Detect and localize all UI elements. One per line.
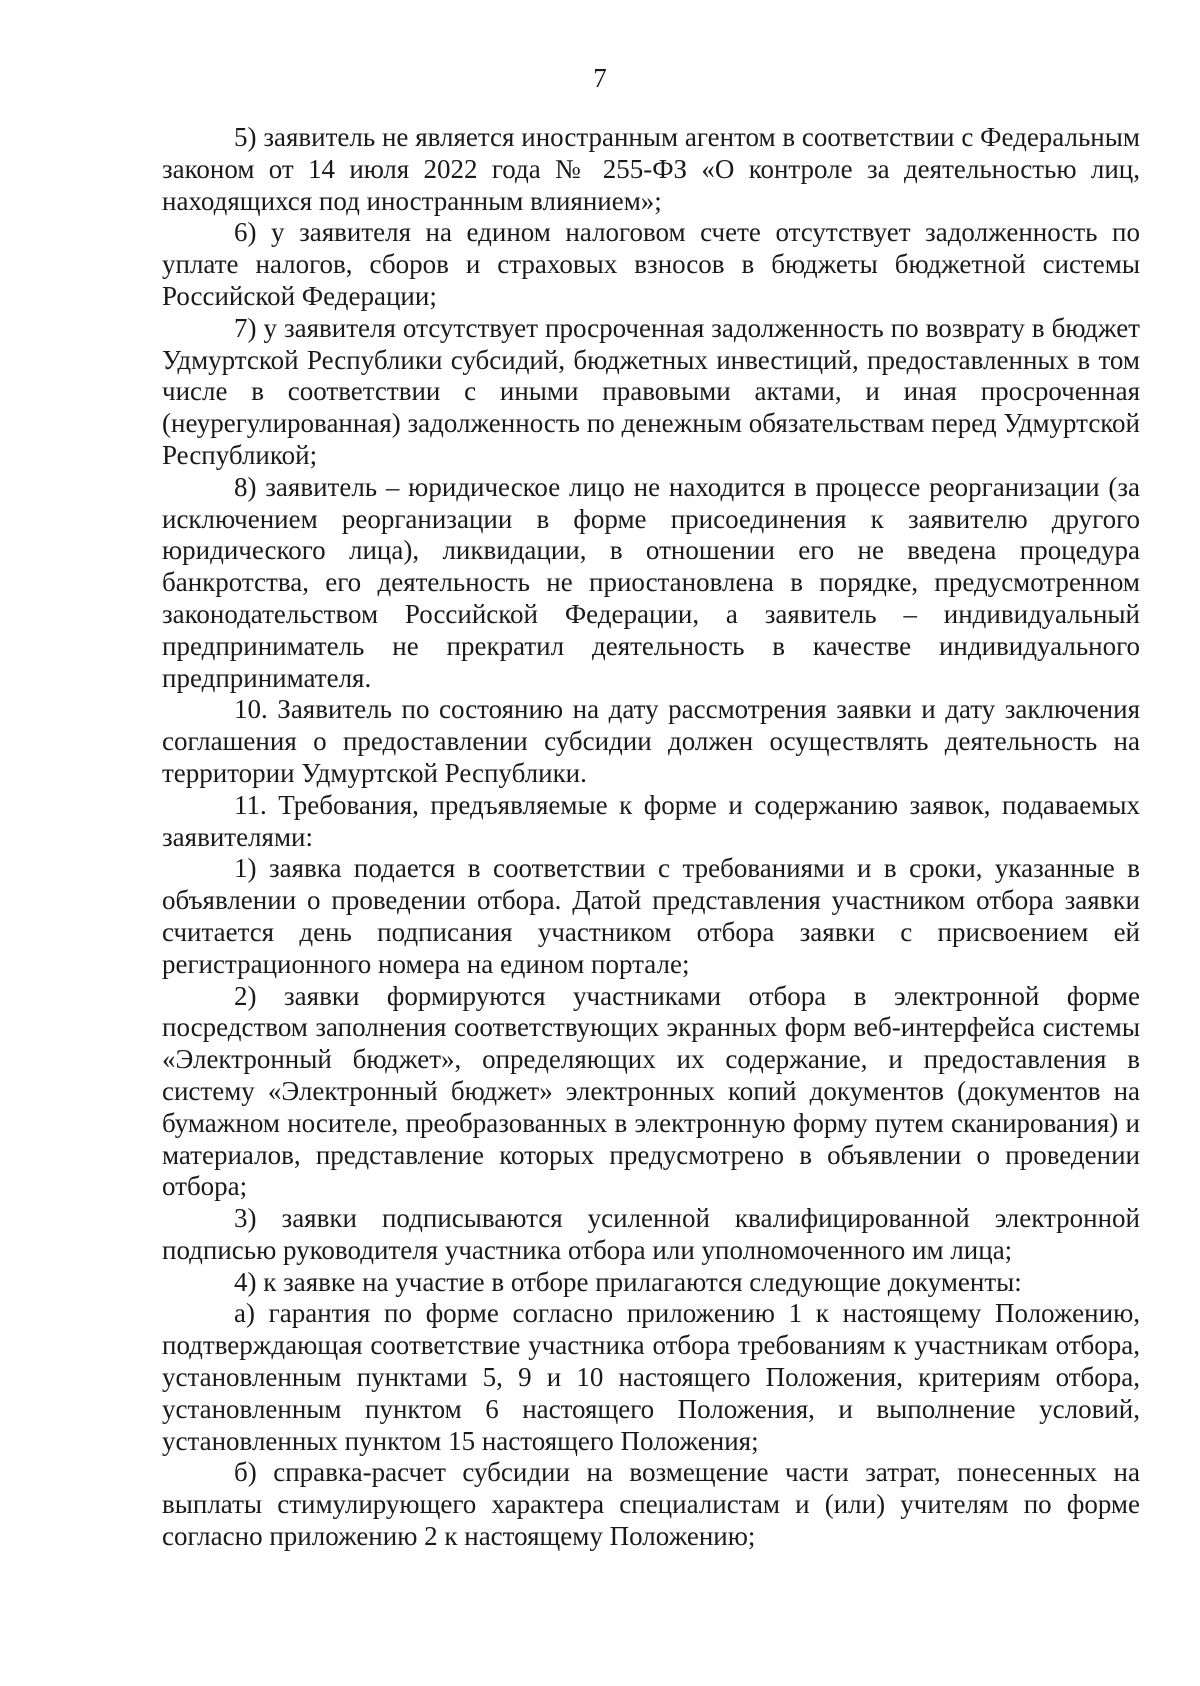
paragraph-requirement-3: 3) заявки подписываются усиленной квалифицированной электронной подписью руководителя участника отбора или уполномоченного им лица;	[162, 1203, 1140, 1265]
paragraph-condition-5: 5) заявитель не является иностранным агентом в соответствии с Федеральным законом от 14 июля 2022 года № 255-ФЗ «О контроле за деятельностью лиц, находящихся под иностранным влиянием»;	[162, 122, 1140, 216]
paragraph-clause-10: 10. Заявитель по состоянию на дату рассмотрения заявки и дату заключения соглашения о предоставлении субсидии должен осуществлять деятельность на территории Удмуртской Республики.	[162, 694, 1140, 788]
paragraph-requirement-1: 1) заявка подается в соответствии с требованиями и в сроки, указанные в объявлении о проведении отбора. Датой представления участником отбора заявки считается день подписания участником отбора заявки с присвоением ей регистрационного номера на едином портале;	[162, 853, 1140, 979]
paragraph-condition-6: 6) у заявителя на едином налоговом счете отсутствует задолженность по уплате налогов, сборов и страховых взносов в бюджеты бюджетной системы Российской Федерации;	[162, 217, 1140, 311]
paragraph-requirement-2: 2) заявки формируются участниками отбора в электронной форме посредством заполнения соответствующих экранных форм веб-интерфейса системы «Электронный бюджет», определяющих их содержание, и предоставления в систему «Электронный бюджет» электронных копий документов (документов на бумажном носителе, преобразованных в электронную форму путем сканирования) и материалов, представление которых предусмотрено в объявлении о проведении отбора;	[162, 980, 1140, 1202]
paragraph-requirement-4: 4) к заявке на участие в отборе прилагаются следующие документы:	[234, 1266, 1022, 1297]
paragraph-document-a: а) гарантия по форме согласно приложению 1 к настоящему Положению, подтверждающая соответствие участника отбора требованиям к участникам отбора, установленным пунктами 5, 9 и 10 настоящего Положения, критериям отбора, установленным пунктом 6 настоящего Положения, и выполнение условий, установленных пунктом 15 настоящего Положения;	[162, 1298, 1140, 1456]
paragraph-condition-7: 7) у заявителя отсутствует просроченная задолженность по возврату в бюджет Удмуртской Республики субсидий, бюджетных инвестиций, предоставленных в том числе в соответствии с иными правовыми актами, и иная просроченная (неурегулированная) задолженность по денежным обязательствам перед Удмуртской Республикой;	[162, 312, 1140, 470]
paragraph-condition-8: 8) заявитель – юридическое лицо не находится в процессе реорганизации (за исключением реорганизации в форме присоединения к заявителю другого юридического лица), ликвидации, в отношении его не введена процедура банкротства, его деятельность не приостановлена в порядке, предусмотренном законодательством Российской Федерации, а заявитель – индивидуальный предприниматель не прекратил деятельность в качестве индивидуального предпринимателя.	[162, 471, 1140, 693]
paragraph-document-b: б) справка-расчет субсидии на возмещение части затрат, понесенных на выплаты стимулирующего характера специалистам и (или) учителям по форме согласно приложению 2 к настоящему Положению;	[162, 1457, 1140, 1552]
paragraph-clause-11: 11. Требования, предъявляемые к форме и содержанию заявок, подаваемых заявителями:	[162, 789, 1140, 852]
page-number: 7	[593, 63, 607, 93]
document-body	[162, 122, 1140, 1553]
